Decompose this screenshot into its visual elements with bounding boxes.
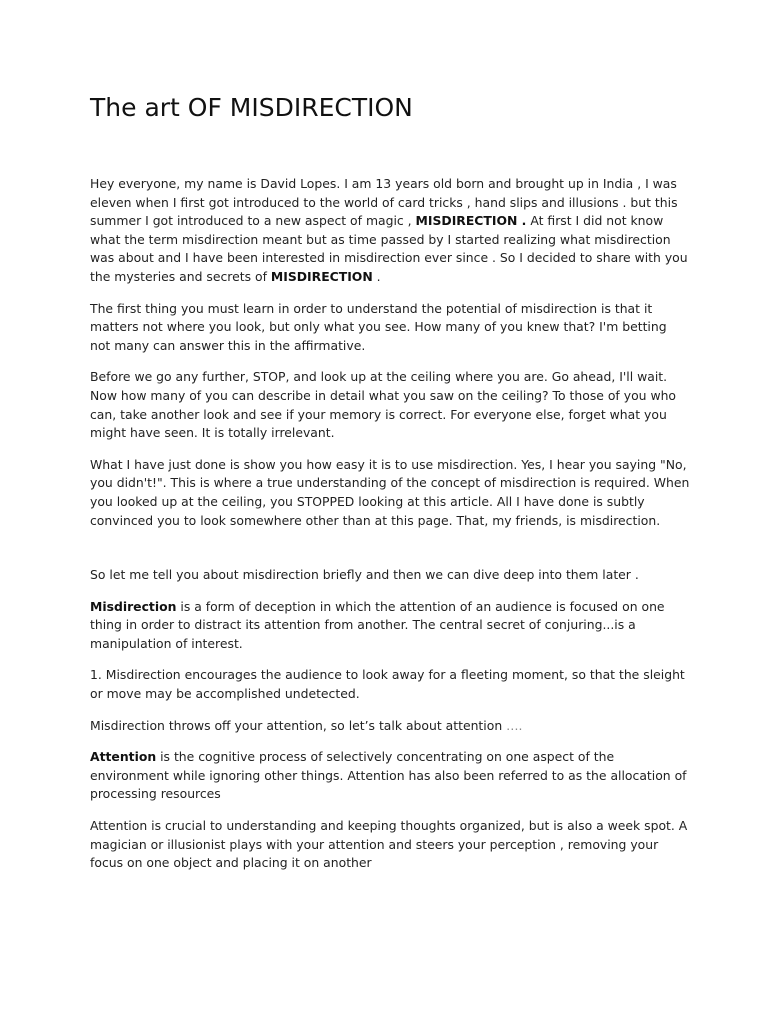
intro-text-2: At first I did not know what the term misdirection meant but as time passed by I started realizing what misdirection was about and I have been interested in misdirection ever since . So I decided to share with you the mysteries and secrets of — [90, 213, 688, 284]
attention-definition — [90, 748, 690, 804]
page-title: The art OF MISDIRECTION — [90, 93, 413, 122]
attention-intro-dots: …. — [506, 717, 523, 733]
document-body — [90, 175, 690, 886]
paragraph-4: What I have just done is show you how easy it is to use misdirection. Yes, I hear you saying "No, you didn't!". This is where a true understanding of the concept of misdirection is required. When you looked up at the ceiling, you STOPPED looking at this article. All I have done is subtly convinced you to look somewhere other than at this page. That, my friends, is misdirection. — [90, 456, 690, 528]
intro-text-3: . — [372, 268, 381, 284]
paragraph-3: Before we go any further, STOP, and look up at the ceiling where you are. Go ahead, I'll wait. Now how many of you can describe in detail what you saw on the ceiling? To those of you who can, take another look and see if your memory is correct. For everyone else, forget what you might have seen. It is totally irrelevant. — [90, 369, 677, 441]
attention-term: Attention — [90, 749, 157, 765]
misdirection-definition-text: is a form of deception in which the attention of an audience is focused on one thing in order to distract its attention from another. The central secret of conjuring...is a manipulation of interest. — [90, 598, 665, 651]
intro-bold-2: MISDIRECTION — [270, 268, 373, 284]
paragraph-2: The first thing you must learn in order to understand the potential of misdirection is that it matters not where you look, but only what you see. How many of you knew that? I'm betting not many can answer this in the affirmative. — [90, 300, 667, 353]
intro-text-1: Hey everyone, my name is David Lopes. I am 13 years old born and brought up in India , I was eleven when I first got introduced to the world of card tricks , hand slips and illusions . but this summer I got introduced to a new aspect of magic , — [90, 176, 678, 229]
point-1: 1. Misdirection encourages the audience to look away for a fleeting moment, so that the sleight or move may be accomplished undetected. — [90, 667, 685, 702]
misdirection-definition — [90, 598, 690, 654]
attention-definition-text: is the cognitive process of selectively concentrating on one aspect of the environment while ignoring other things. Attention has also been referred to as the allocation of processing resources — [90, 749, 687, 802]
paragraph-last: Attention is crucial to understanding and keeping thoughts organized, but is also a week spot. A magician or illusionist plays with your attention and steers your perception , removing your focus on one object and placing it on another — [90, 818, 688, 871]
intro-bold-1: MISDIRECTION . — [415, 213, 527, 229]
attention-intro — [90, 717, 690, 736]
misdirection-term: Misdirection — [90, 598, 177, 614]
attention-intro-text: Misdirection throws off your attention, so let’s talk about attention — [90, 717, 507, 733]
paragraph-5: So let me tell you about misdirection briefly and then we can dive deep into them later . — [90, 567, 639, 583]
intro-paragraph — [90, 175, 690, 287]
